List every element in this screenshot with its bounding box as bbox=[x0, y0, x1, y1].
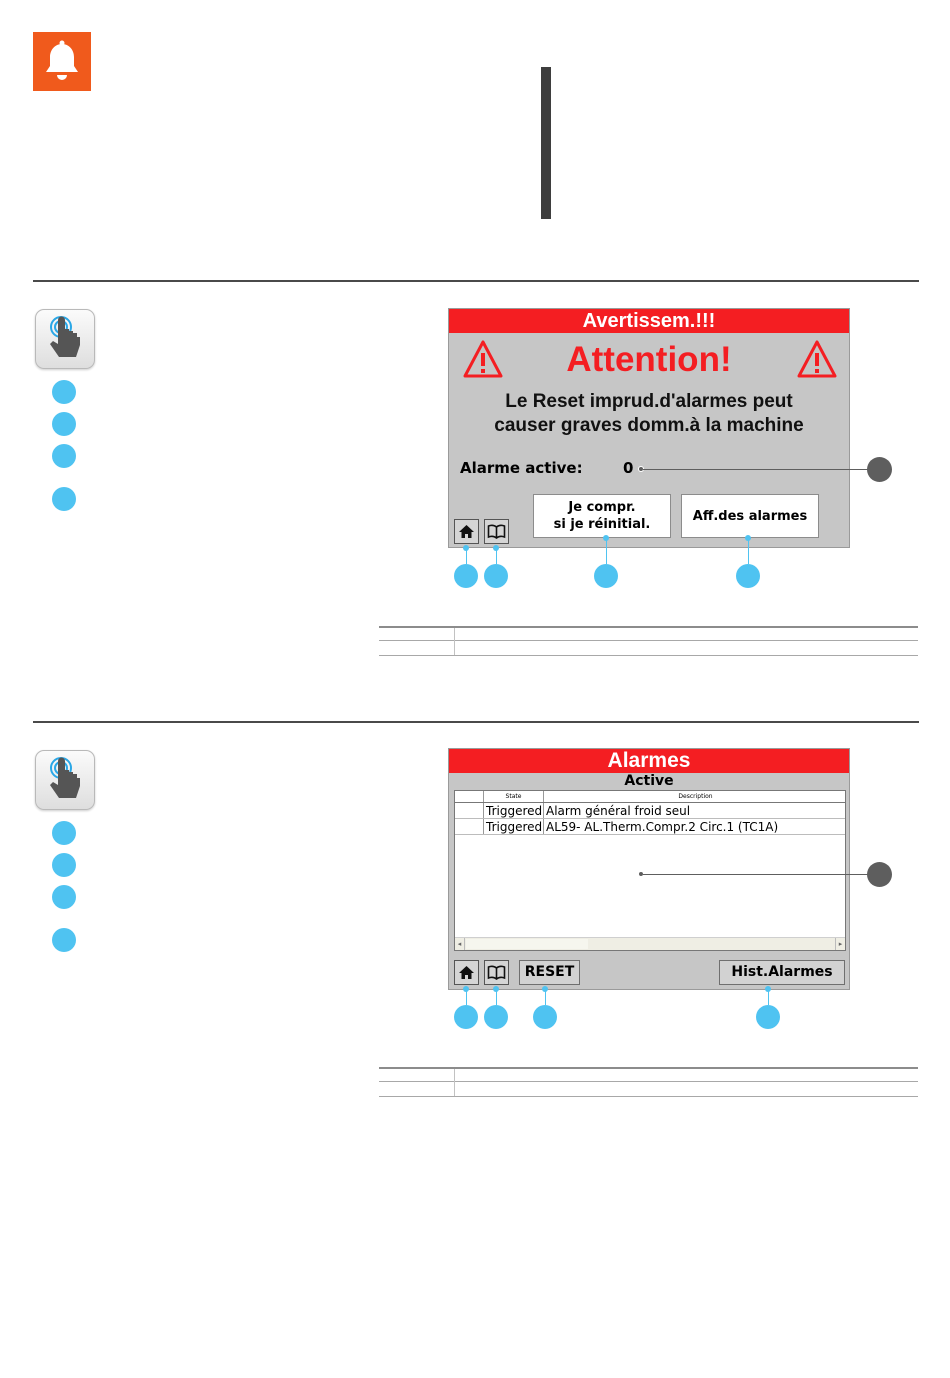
callout-marker bbox=[454, 1005, 478, 1029]
warning-triangle-icon bbox=[463, 339, 503, 379]
step-bullet bbox=[52, 928, 76, 952]
table-header-row bbox=[455, 791, 845, 803]
home-icon bbox=[458, 965, 475, 980]
alarms-panel bbox=[448, 748, 850, 990]
home-button[interactable] bbox=[454, 519, 479, 544]
row-marker-cell bbox=[455, 803, 484, 818]
table-row[interactable] bbox=[455, 803, 845, 819]
callout-marker bbox=[484, 564, 508, 588]
legend-table-rule bbox=[379, 655, 918, 656]
callout-line bbox=[496, 548, 497, 564]
panel-subtitle: Active bbox=[624, 773, 674, 789]
attention-heading: Attention! bbox=[566, 340, 732, 379]
title-bar-marker bbox=[541, 67, 551, 219]
step-bullet bbox=[52, 853, 76, 877]
scroll-left-icon[interactable]: ◂ bbox=[455, 938, 465, 950]
table-row[interactable] bbox=[455, 819, 845, 835]
callout-marker bbox=[454, 564, 478, 588]
confirm-reset-line2: si je réinitial. bbox=[553, 517, 651, 532]
step-bullet bbox=[52, 380, 76, 404]
bell-badge bbox=[33, 32, 91, 91]
callout-line bbox=[643, 469, 869, 470]
home-button[interactable] bbox=[454, 960, 479, 985]
callout-line bbox=[496, 989, 497, 1005]
reset-button[interactable]: RESET bbox=[519, 960, 580, 985]
callout-line bbox=[466, 548, 467, 564]
active-alarm-count: 0 bbox=[623, 459, 634, 477]
horizontal-scrollbar[interactable] bbox=[455, 937, 845, 950]
legend-table-rule bbox=[379, 640, 918, 641]
scroll-right-icon[interactable]: ▸ bbox=[835, 938, 845, 950]
legend-table-rule bbox=[379, 1096, 918, 1097]
active-alarm-label: Alarme active: bbox=[460, 459, 583, 477]
callout-line bbox=[606, 538, 607, 564]
row-state: Triggered bbox=[486, 803, 543, 818]
legend-table-rule bbox=[379, 1081, 918, 1082]
callout-line bbox=[466, 989, 467, 1005]
active-alarm-table[interactable] bbox=[454, 790, 846, 951]
callout-marker bbox=[594, 564, 618, 588]
callout-marker bbox=[867, 457, 892, 482]
home-icon bbox=[458, 524, 475, 539]
callout-marker bbox=[756, 1005, 780, 1029]
book-icon bbox=[487, 524, 506, 539]
scrollbar-thumb[interactable] bbox=[466, 939, 588, 949]
alarm-history-button[interactable]: Hist.Alarmes bbox=[719, 960, 845, 985]
confirm-reset-button[interactable] bbox=[533, 494, 671, 538]
touch-gesture-icon bbox=[35, 309, 95, 369]
table-header-state: State bbox=[484, 791, 544, 802]
panel-title: Alarmes bbox=[449, 749, 849, 773]
callout-line bbox=[768, 989, 769, 1005]
warning-message-line2: causer graves domm.à la machine bbox=[494, 415, 804, 436]
manual-button[interactable] bbox=[484, 519, 509, 544]
manual-button[interactable] bbox=[484, 960, 509, 985]
row-marker-cell bbox=[455, 819, 484, 834]
confirm-reset-line1: Je compr. bbox=[568, 500, 636, 515]
step-bullet bbox=[52, 412, 76, 436]
step-bullet bbox=[52, 444, 76, 468]
row-state: Triggered bbox=[486, 819, 543, 834]
legend-table-rule bbox=[379, 1067, 918, 1069]
touch-gesture-icon bbox=[35, 750, 95, 810]
step-bullet bbox=[52, 821, 76, 845]
warning-panel bbox=[448, 308, 850, 548]
legend-table-divider bbox=[454, 1069, 455, 1096]
step-bullet bbox=[52, 885, 76, 909]
section-divider bbox=[33, 721, 919, 723]
legend-table-divider bbox=[454, 628, 455, 655]
callout-line bbox=[748, 538, 749, 564]
bell-icon bbox=[33, 32, 91, 91]
callout-marker bbox=[867, 862, 892, 887]
show-alarms-button[interactable]: Aff.des alarmes bbox=[681, 494, 819, 538]
callout-line bbox=[545, 989, 546, 1005]
step-bullet bbox=[52, 487, 76, 511]
table-header-cell bbox=[455, 791, 484, 802]
warning-triangle-icon bbox=[797, 339, 837, 379]
section-divider bbox=[33, 280, 919, 282]
legend-table-rule bbox=[379, 626, 918, 628]
row-description: Alarm général froid seul bbox=[546, 803, 691, 818]
table-header-description: Description bbox=[678, 793, 713, 800]
callout-line bbox=[643, 874, 869, 875]
panel-title: Avertissem.!!! bbox=[449, 309, 849, 333]
callout-marker bbox=[533, 1005, 557, 1029]
callout-marker bbox=[736, 564, 760, 588]
book-icon bbox=[487, 965, 506, 980]
warning-message-line1: Le Reset imprud.d'alarmes peut bbox=[505, 391, 793, 412]
row-description: AL59- AL.Therm.Compr.2 Circ.1 (TC1A) bbox=[546, 819, 779, 834]
callout-marker bbox=[484, 1005, 508, 1029]
